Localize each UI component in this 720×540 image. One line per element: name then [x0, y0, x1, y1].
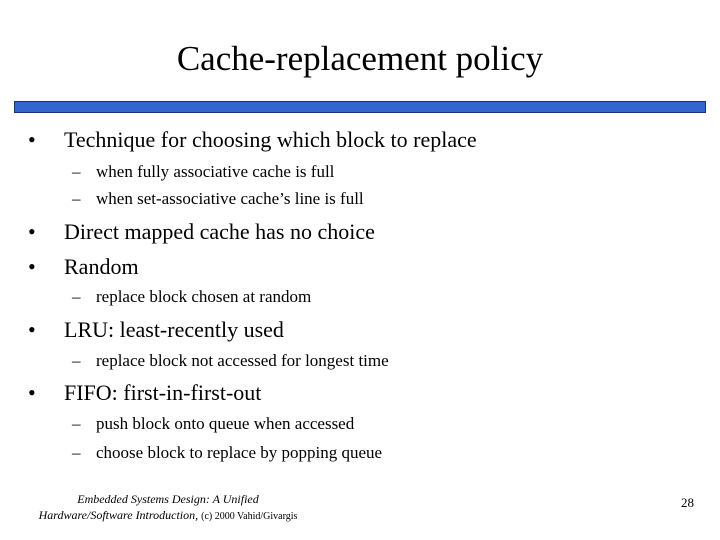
bullet-icon: •: [28, 380, 36, 405]
bullet-item: [28, 254, 139, 280]
sub-bullet-text: when set-associative cache’s line is full: [96, 189, 364, 208]
sub-bullet-text: choose block to replace by popping queue: [96, 443, 383, 462]
page-number: 28: [681, 495, 694, 510]
bullet-icon: •: [28, 219, 36, 244]
sub-bullet-text: push block onto queue when accessed: [96, 414, 355, 433]
sub-bullet-item: [72, 443, 382, 463]
sub-bullet-text: replace block chosen at random: [96, 287, 312, 306]
bullet-item: [28, 380, 261, 406]
sub-bullet-text: when fully associative cache is full: [96, 162, 335, 181]
dash-icon: –: [72, 443, 81, 462]
dash-icon: –: [72, 162, 81, 181]
sub-bullet-item: [72, 287, 311, 307]
sub-bullet-item: [72, 414, 354, 434]
bullet-icon: •: [28, 317, 36, 342]
bullet-item: [28, 219, 375, 245]
sub-bullet-item: [72, 162, 334, 182]
footer-line-2: [18, 507, 318, 525]
bullet-text: Technique for choosing which block to replace: [64, 127, 477, 152]
footer-copyright: (c) 2000 Vahid/Givargis: [201, 511, 298, 522]
dash-icon: –: [72, 287, 81, 306]
bullet-text: Random: [64, 254, 139, 279]
bullet-text: FIFO: first-in-first-out: [64, 380, 262, 405]
footer-citation: [18, 491, 318, 525]
bullet-text: Direct mapped cache has no choice: [64, 219, 375, 244]
sub-bullet-item: [72, 189, 364, 209]
dash-icon: –: [72, 414, 81, 433]
sub-bullet-item: [72, 351, 389, 371]
slide-title: Cache-replacement policy: [176, 39, 544, 78]
dash-icon: –: [72, 189, 81, 208]
bullet-item: [28, 317, 284, 343]
bullet-icon: •: [28, 127, 36, 152]
footer-book-subtitle: Hardware/Software Introduction,: [38, 508, 199, 522]
footer-line-1: Embedded Systems Design: A Unified: [77, 492, 259, 506]
bullet-item: [28, 127, 477, 153]
bullet-icon: •: [28, 254, 36, 279]
sub-bullet-text: replace block not accessed for longest time: [96, 351, 389, 370]
bullet-text: LRU: least-recently used: [64, 317, 284, 342]
dash-icon: –: [72, 351, 81, 370]
